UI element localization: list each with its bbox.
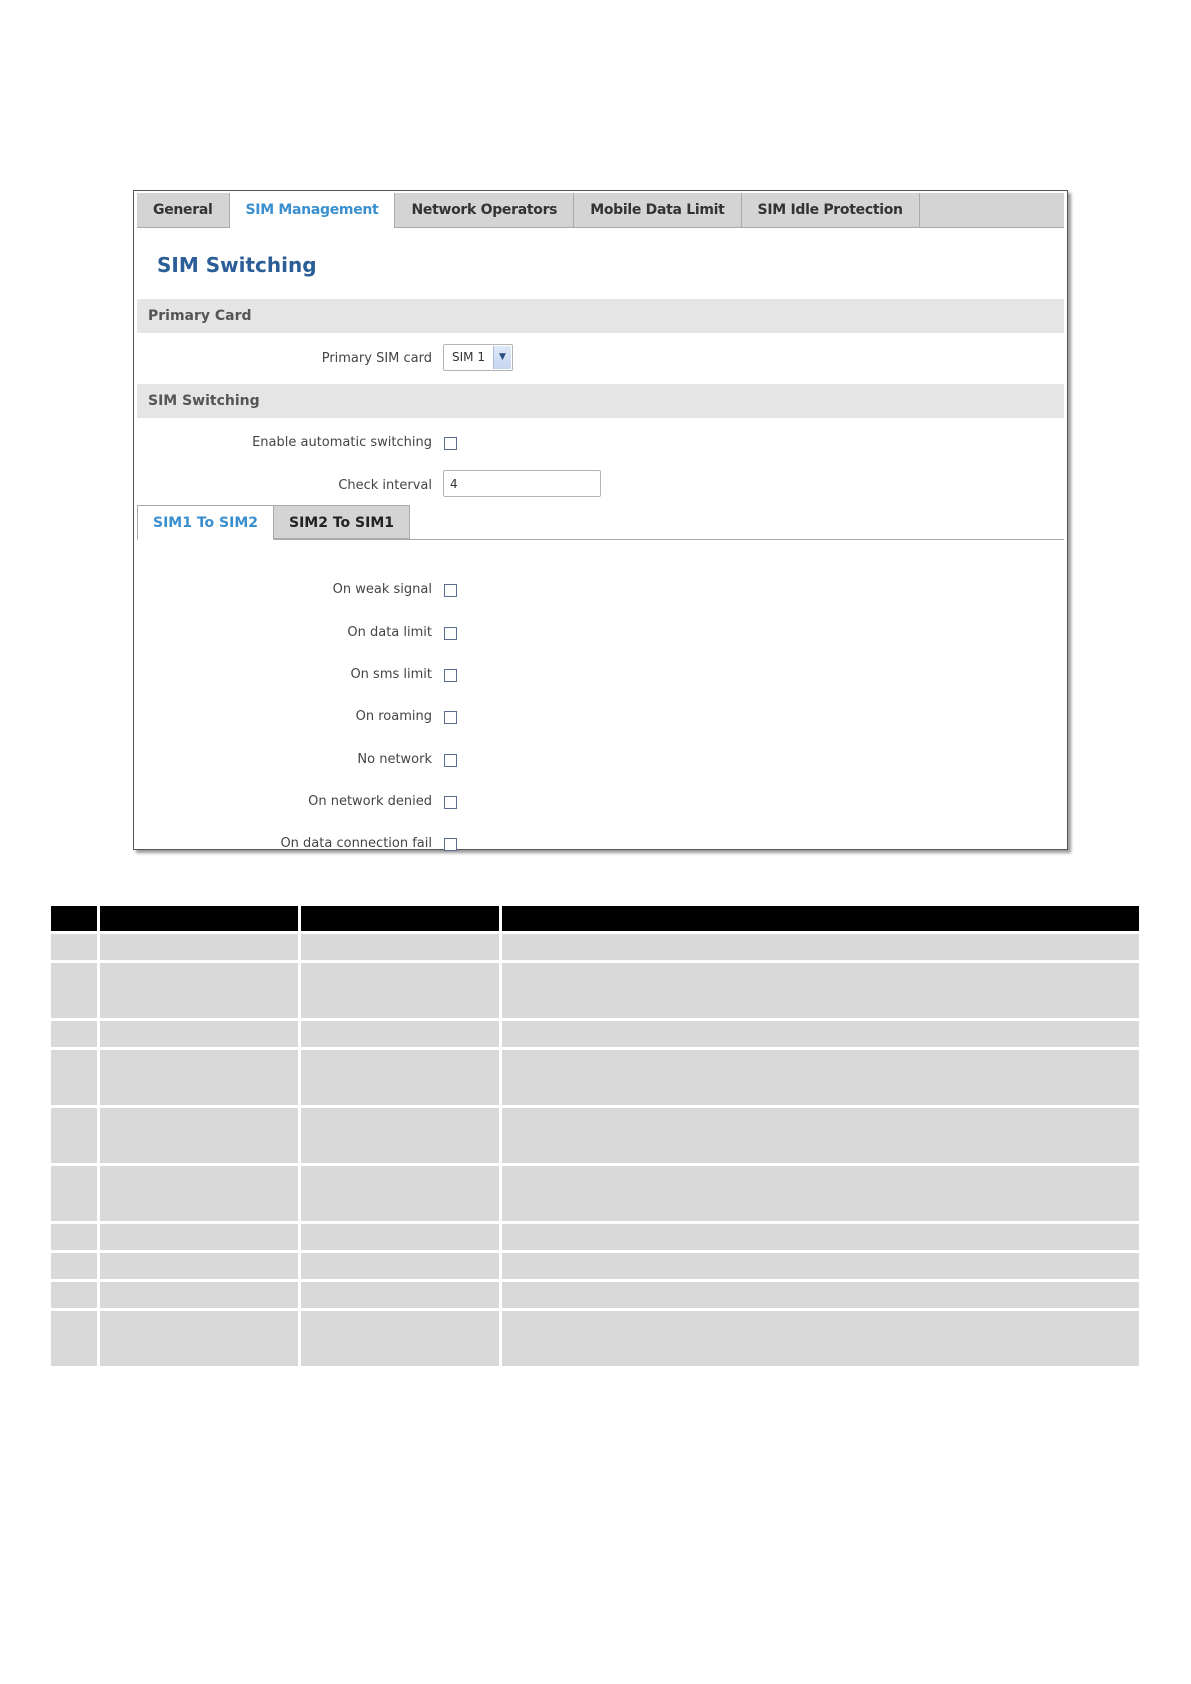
on-data-limit-label: On data limit bbox=[347, 625, 432, 640]
table-header-cell bbox=[51, 906, 97, 931]
table-row bbox=[51, 1166, 1139, 1221]
sim-management-screenshot bbox=[133, 190, 1068, 850]
table-header-cell bbox=[100, 906, 298, 931]
primary-sim-select-value: SIM 1 bbox=[452, 350, 485, 364]
table-row bbox=[51, 1224, 1139, 1250]
section-sim-switching: SIM Switching bbox=[137, 384, 1064, 418]
on-data-limit-checkbox[interactable] bbox=[444, 627, 457, 640]
enable-auto-switching-label: Enable automatic switching bbox=[252, 435, 432, 450]
on-roaming-checkbox[interactable] bbox=[444, 711, 457, 724]
primary-sim-label: Primary SIM card bbox=[321, 351, 432, 366]
on-weak-signal-label: On weak signal bbox=[332, 582, 432, 597]
tab-sim2-to-sim1[interactable]: SIM2 To SIM1 bbox=[274, 505, 410, 539]
table-row bbox=[51, 934, 1139, 960]
tab-sim-management[interactable]: SIM Management bbox=[230, 193, 396, 228]
enable-auto-switching-checkbox[interactable] bbox=[444, 437, 457, 450]
chevron-down-icon: ▼ bbox=[493, 346, 511, 369]
field-description-table bbox=[48, 903, 1142, 1369]
tab-sim-idle-protection[interactable]: SIM Idle Protection bbox=[742, 193, 920, 227]
section-primary-card: Primary Card bbox=[137, 299, 1064, 333]
table-header-cell bbox=[502, 906, 1139, 931]
table-row bbox=[51, 1021, 1139, 1047]
tab-general[interactable]: General bbox=[137, 193, 230, 227]
table-row bbox=[51, 963, 1139, 1018]
table-row bbox=[51, 1311, 1139, 1366]
table-row bbox=[51, 1253, 1139, 1279]
table-row bbox=[51, 1282, 1139, 1308]
check-interval-label: Check interval bbox=[338, 478, 432, 493]
on-network-denied-label: On network denied bbox=[308, 794, 432, 809]
table-row bbox=[51, 1108, 1139, 1163]
on-weak-signal-checkbox[interactable] bbox=[444, 584, 457, 597]
on-roaming-label: On roaming bbox=[355, 709, 432, 724]
main-tab-bar bbox=[137, 193, 1064, 228]
no-network-label: No network bbox=[357, 752, 432, 767]
tab-sim1-to-sim2[interactable]: SIM1 To SIM2 bbox=[137, 505, 274, 540]
table-header-cell bbox=[301, 906, 499, 931]
table-row bbox=[51, 1050, 1139, 1105]
tab-network-operators[interactable]: Network Operators bbox=[395, 193, 574, 227]
page-title: SIM Switching bbox=[157, 253, 317, 277]
check-interval-input[interactable] bbox=[443, 470, 601, 497]
no-network-checkbox[interactable] bbox=[444, 754, 457, 767]
switching-direction-tabs bbox=[137, 505, 1064, 540]
on-data-connection-fail-checkbox[interactable] bbox=[444, 838, 457, 851]
on-sms-limit-label: On sms limit bbox=[350, 667, 432, 682]
primary-sim-select[interactable] bbox=[443, 344, 513, 371]
on-data-connection-fail-label: On data connection fail bbox=[280, 836, 432, 851]
on-sms-limit-checkbox[interactable] bbox=[444, 669, 457, 682]
tab-mobile-data-limit[interactable]: Mobile Data Limit bbox=[574, 193, 741, 227]
table-header-row bbox=[51, 906, 1139, 931]
on-network-denied-checkbox[interactable] bbox=[444, 796, 457, 809]
